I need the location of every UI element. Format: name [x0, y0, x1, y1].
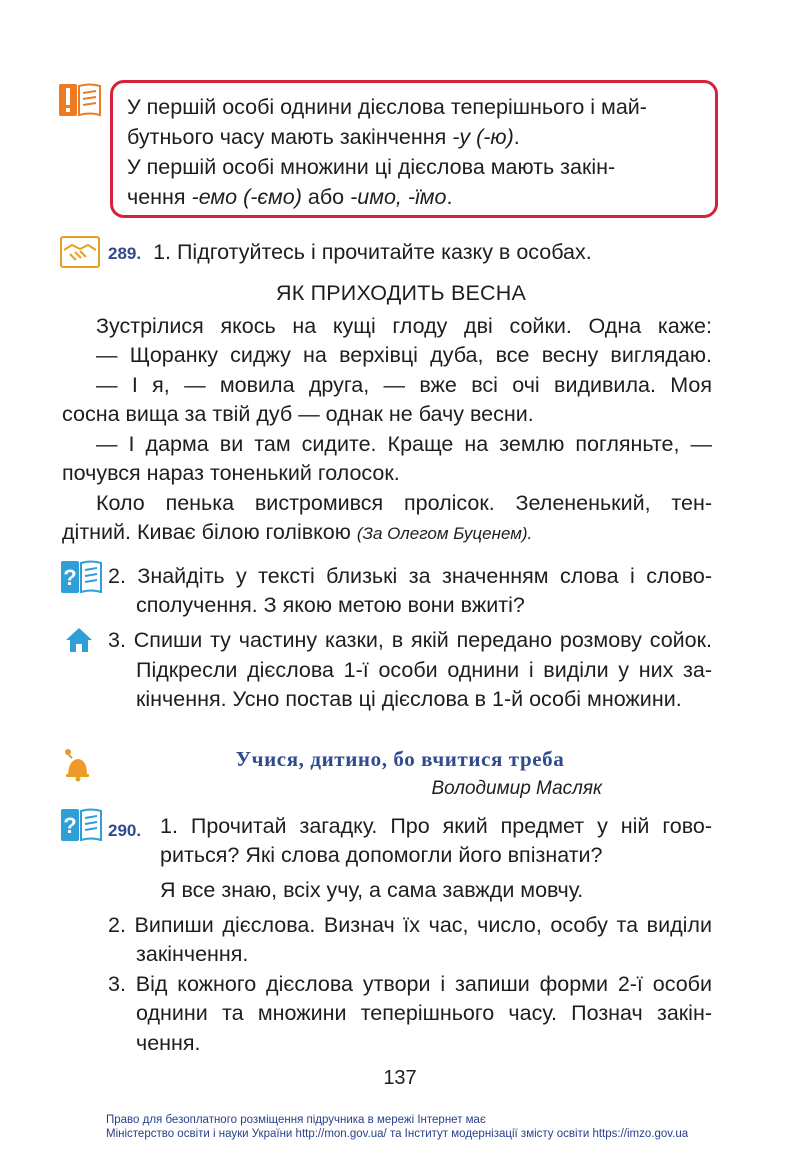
exercise-289-task-2-line-2: сполучення. З якою метою вони вжиті?	[136, 593, 525, 617]
story-source: (За Олегом Буценем).	[356, 524, 533, 543]
exercise-number: 290.	[108, 821, 142, 840]
exercise-290-task-3-line-3: чення.	[136, 1031, 201, 1055]
exercise-289-task-3-line-2: Підкресли дієслова 1-ї особи однини і виділи у них за-	[136, 658, 712, 682]
exercise-290-task-1-line-2: риться? Які слова допомогли його впізнати?	[160, 843, 603, 867]
proverb-author: Володимир Масляк	[431, 778, 602, 799]
footer-line-2: Міністерство освіти і науки України http://mon.gov.ua/ та Інститут модернізації змісту освіти https://imzo.gov.ua	[106, 1128, 689, 1140]
exercise-290-task-1-line-1: 1. Прочитай загадку. Про який предмет у ній гово-	[160, 814, 712, 838]
story-line-1: Зустрілися якось на кущі глоду дві сойки. Одна каже:	[96, 314, 712, 338]
exercise-289-task-2-line-1: 2. Знайдіть у тексті близькі за значенням слова і слово-	[108, 564, 712, 588]
proverb-text: Учися, дитино, бо вчитися треба	[235, 747, 565, 771]
exercise-289-task-3-line-1: 3. Спиши ту частину казки, в якій передано розмову сойок.	[108, 628, 712, 652]
page-number: 137	[383, 1067, 417, 1089]
exercise-289-task-1	[108, 238, 592, 269]
svg-text:?: ?	[63, 565, 77, 590]
story-line-8: дітний. Киває білою голівкою (За Олегом Буценем).	[62, 520, 533, 544]
rule-line-2: бутнього часу мають закінчення -у (-ю).	[127, 125, 520, 149]
story-line-2: — Щоранку сиджу на верхівці дуба, все весну виглядаю.	[96, 343, 712, 367]
bell-icon	[62, 748, 90, 782]
story-line-6: почувся нараз тоненький голосок.	[62, 461, 400, 485]
question-book-icon	[60, 808, 102, 842]
story-line-4: сосна вища за твій дуб — однак не бачу весни.	[62, 402, 534, 426]
rule-box	[110, 80, 718, 218]
story-title: ЯК ПРИХОДИТЬ ВЕСНА	[275, 281, 527, 305]
rule-line-4: чення -емо (-ємо) або -имо, -їмо.	[127, 185, 453, 209]
task-text: 1. Підготуйтесь і прочитайте казку в особах.	[153, 240, 592, 264]
exercise-290-task-2-line-2: закінчення.	[136, 942, 249, 966]
story-line-5: — І дарма ви там сидите. Краще на землю погляньте, —	[96, 432, 712, 456]
exercise-number: 289.	[108, 244, 142, 263]
question-book-icon	[60, 560, 102, 594]
exercise-289-task-3-line-3: кінчення. Усно постав ці дієслова в 1-й особі множини.	[136, 687, 682, 711]
rule-line-1: У першій особі однини дієслова теперішнього і май-	[127, 95, 647, 119]
exercise-290-task-3-line-1: 3. Від кожного дієслова утвори і запиши форми 2-ї особи	[108, 972, 712, 996]
footer-line-1: Право для безоплатного розміщення підручника в мережі Інтернет має	[106, 1114, 486, 1126]
rule-line-3: У першій особі множини ці дієслова мають закін-	[127, 155, 616, 179]
exercise-290-task-2-line-1: 2. Випиши дієслова. Визнач їх час, число, особу та виділи	[108, 913, 712, 937]
handshake-icon	[60, 236, 100, 268]
exercise-290-task-3-line-2: однини та множини теперішнього часу. Познач закін-	[136, 1001, 712, 1025]
riddle-text: Я все знаю, всіх учу, а сама завжди мовчу.	[160, 878, 584, 902]
svg-text:?: ?	[63, 813, 77, 838]
story-line-7: Коло пенька вистромився пролісок. Зелененький, тен-	[96, 491, 712, 515]
exclamation-book-icon	[58, 82, 102, 118]
story-line-3: — І я, — мовила друга, — вже всі очі видивила. Моя	[96, 373, 712, 397]
home-icon	[64, 626, 94, 654]
